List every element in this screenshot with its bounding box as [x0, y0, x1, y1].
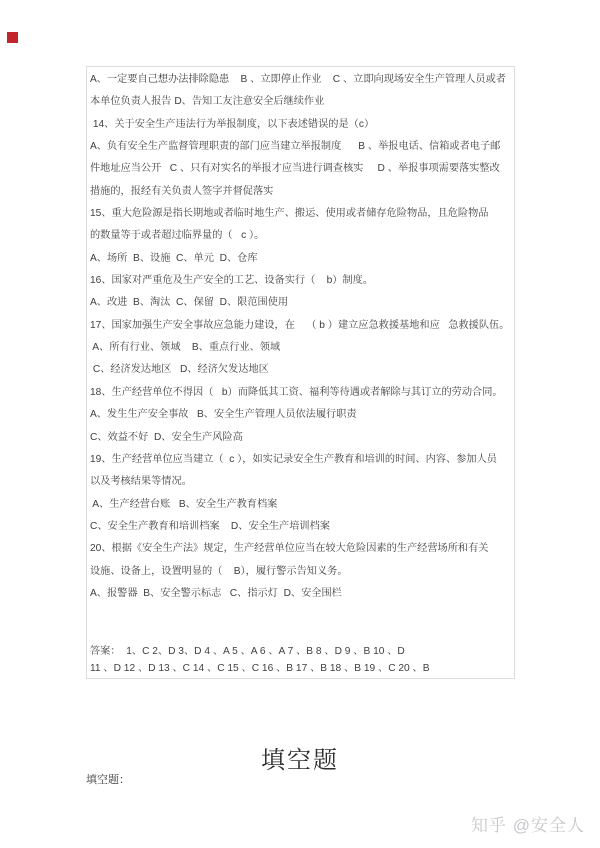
question-line: 以及考核结果等情况。 [90, 476, 192, 488]
question-line: 本单位负责人报告 D、告知工友注意安全后继续作业 [90, 96, 325, 108]
question-line: A、生产经营台账 B、安全生产教育档案 [90, 498, 278, 510]
question-line: 14、关于安全生产违法行为举报制度，以下表述错误的是（c） [90, 118, 375, 130]
question-line: 19、生产经营单位应当建立（ c ），如实记录安全生产教育和培训的时间、内容、参加人员 [90, 453, 497, 465]
question-line: 的数量等于或者超过临界量的（ c ）。 [90, 230, 265, 242]
question-line: 15、重大危险源是指长期地或者临时地生产、搬运、使用或者储存危险物品，且危险物品 [90, 208, 489, 220]
red-marker-icon [7, 32, 18, 43]
question-line: A、一定要自己想办法排除隐患 B 、立即停止作业 C 、立即向现场安全生产管理人员或者 [90, 74, 506, 85]
question-line: C、经济发达地区 D、经济欠发达地区 [90, 364, 269, 376]
question-line: 措施的，报经有关负责人签字并督促落实 [90, 185, 274, 197]
question-line: A、改进 B、淘汰 C、保留 D、限范围使用 [90, 297, 289, 309]
question-line: A、场所 B、设施 C、单元 D、仓库 [90, 252, 258, 264]
question-line: C、安全生产教育和培训档案 D、安全生产培训档案 [90, 520, 330, 532]
section-heading: 填空题 [261, 747, 339, 774]
question-line: A、所有行业、领域 B、重点行业、领域 [90, 342, 281, 354]
answer-key-line: 答案： 1、C 2、D 3、D 4 、A 5 、A 6 、A 7 、B 8 、D 9 、B 10 、D [90, 646, 405, 658]
question-line: A、负有安全生产监督管理职责的部门应当建立举报制度 B 、举报电话、信箱或者电子邮 [90, 141, 501, 153]
question-line: A、发生生产安全事故 B、安全生产管理人员依法履行职责 [90, 409, 357, 421]
answer-key-line: 11 、D 12 、D 13 、C 14 、C 15 、C 16 、B 17 、B 18 、B 19 、C 20 、B [90, 663, 430, 675]
question-line: 20、根据《安全生产法》规定，生产经营单位应当在较大危险因素的生产经营场所和有关 [90, 543, 489, 555]
zhihu-watermark: 知乎 @安全人 [471, 816, 585, 835]
question-line: 16、国家对严重危及生产安全的工艺、设备实行（ b）制度。 [90, 275, 374, 287]
fill-blank-label: 填空题： [86, 774, 130, 786]
question-line: 件地址应当公开 C 、只有对实名的举报才应当进行调查核实 D 、举报事项需要落实整改 [90, 163, 500, 175]
question-line: A、报警器 B、安全警示标志 C、指示灯 D、安全围栏 [90, 587, 342, 599]
answer-key-block [90, 643, 514, 677]
question-line: 18、生产经营单位不得因（ b）而降低其工资、福利等待遇或者解除与其订立的劳动合同。 [90, 386, 503, 398]
quiz-text-block [86, 66, 515, 679]
question-line: 17、国家加强生产安全事故应急能力建设，在 （ b ）建立应急救援基地和应 急救援队伍。 [90, 319, 510, 331]
question-line: 设施、设备上，设置明显的（ B），履行警示告知义务。 [90, 565, 348, 577]
question-line: C、效益不好 D、安全生产风险高 [90, 431, 243, 443]
